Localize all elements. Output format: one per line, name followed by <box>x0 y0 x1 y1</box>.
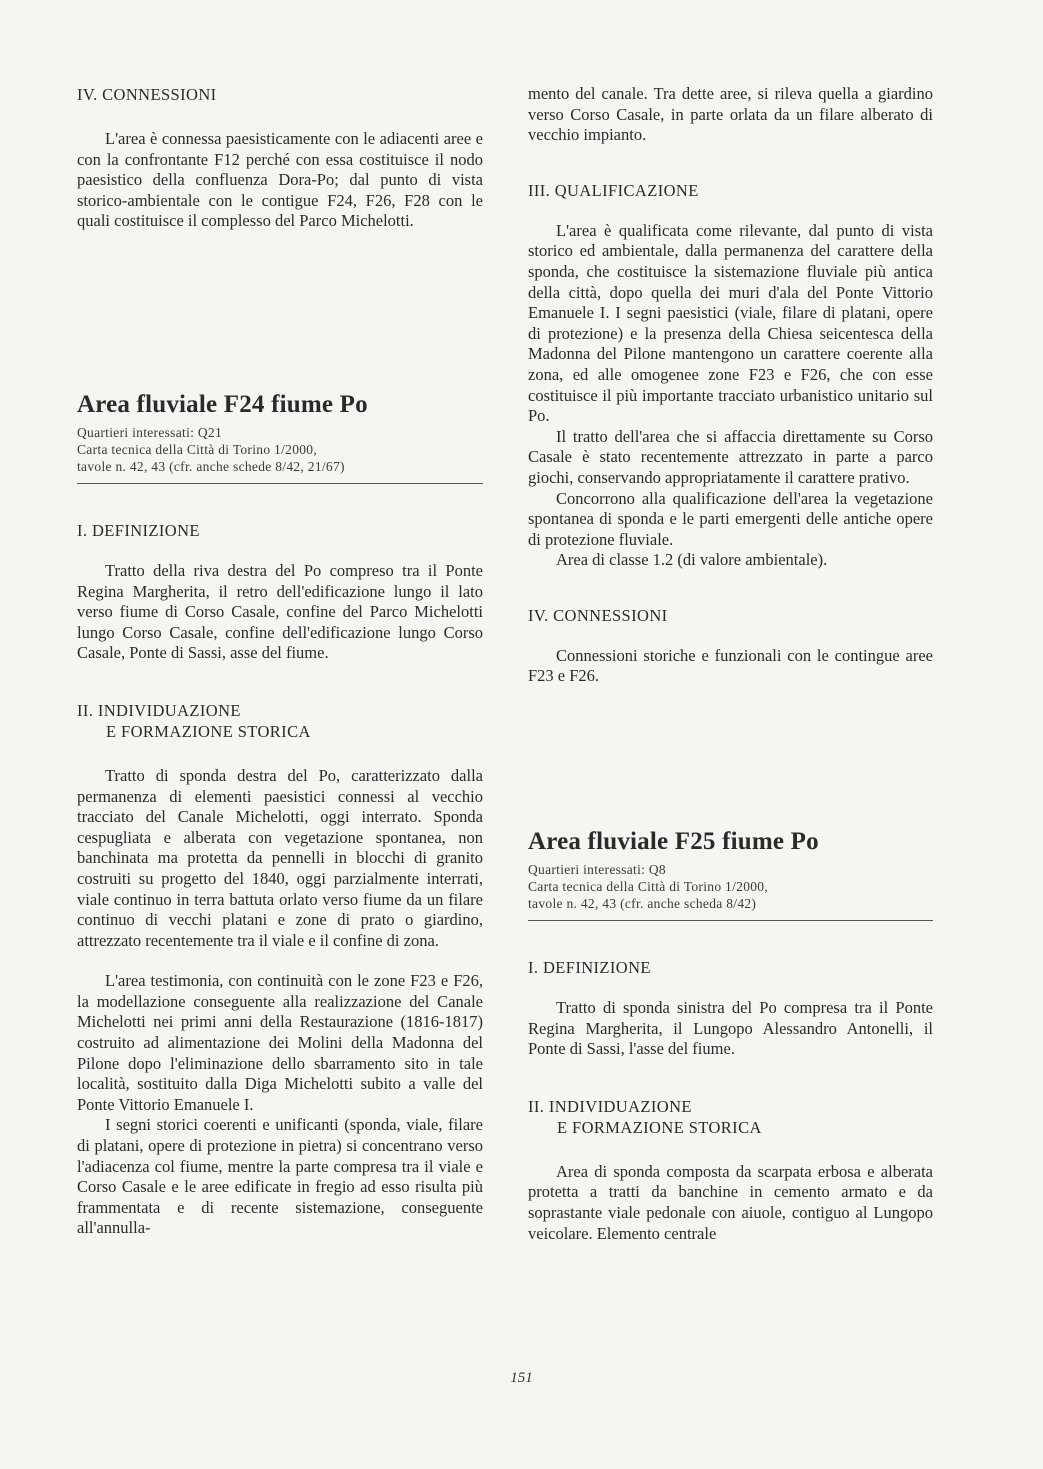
section-heading <box>528 1096 933 1138</box>
paragraph: Concorrono alla qualificazione dell'area la vegetazione spontanea di sponda e le parti emergenti delle antiche opere di protezione fluviale. <box>528 488 933 549</box>
area-title: Area fluviale F25 fiume Po <box>528 828 819 856</box>
section-heading: IV. CONNESSIONI <box>528 605 668 625</box>
section-heading: IV. CONNESSIONI <box>77 85 217 104</box>
section-heading <box>77 700 483 742</box>
paragraph: Il tratto dell'area che si affaccia direttamente su Corso Casale è stato recentemente attrezzato in parte a parco giochi, conservando appropriatamente il carattere prativo. <box>528 426 933 487</box>
section-heading: I. DEFINIZIONE <box>77 520 200 540</box>
paragraph: L'area è connessa paesisticamente con le adiacenti aree e con la confrontante F12 perché con essa costituisce il nodo paesistico della confluenza Dora-Po; dal punto di vista storico-ambientale con le contigue F24, F26, F28 con le quali costituisce il complesso del Parco Michelotti. <box>77 129 483 231</box>
paragraph: L'area è qualificata come rilevante, dal punto di vista storico ed ambientale, dalla permanenza del carattere della sponda, che costituisce la sistemazione fluviale più antica della città, dopo quella dei muri d'ala del Ponte Vittorio Emanuele I. I segni paesistici (viale, filare di platani, opere di protezione) e la presenza della Chiesa seicentesca della Madonna del Pilone mantengono un carattere coerente alla zona, ed alle omogenee zone F23 e F26, che con esse costituisce il più importante tracciato urbanistico unitario sul Po. <box>528 220 933 426</box>
meta-quartieri: Quartieri interessati: Q8 <box>528 862 666 878</box>
heading-line: E FORMAZIONE STORICA <box>557 1117 762 1137</box>
meta-tavole: tavole n. 42, 43 (cfr. anche schede 8/42, 21/67) <box>77 458 345 474</box>
heading-line: II. INDIVIDUAZIONE <box>77 700 241 720</box>
right-column <box>528 84 933 1244</box>
paragraph: Area di classe 1.2 (di valore ambientale). <box>556 550 828 570</box>
paragraph: Tratto della riva destra del Po compreso tra il Ponte Regina Margherita, il retro dell'edificazione lungo il lato verso fiume di Corso Casale, confine del Parco Michelotti lungo Corso Casale, confine dell'edificazione lungo Corso Casale, Ponte di Sassi, asse del fiume. <box>77 560 483 663</box>
paragraph: mento del canale. Tra dette aree, si rileva quella a giardino verso Corso Casale, in parte orlata da un filare alberato di vecchio impianto. <box>528 84 933 145</box>
paragraph: L'area testimonia, con continuità con le zone F23 e F26, la modellazione conseguente alla realizzazione del Canale Michelotti nei primi anni della Restaurazione (1816-1817) costruito ad alimentazione dei Molini della Madonna del Pilone dopo l'eliminazione dello sbarramento sito in tale località, sostituito dalla Diga Michelotti subito a valle del Ponte Vittorio Emanuele I. <box>77 971 483 1114</box>
paragraph: Connessioni storiche e funzionali con le contingue aree F23 e F26. <box>528 645 933 686</box>
meta-carta: Carta tecnica della Città di Torino 1/2000, <box>77 441 318 457</box>
meta-carta: Carta tecnica della Città di Torino 1/2000, <box>528 879 769 895</box>
paragraph: I segni storici coerenti e unificanti (sponda, viale, filare di platani, opere di protezione in pietra) si concentrano verso l'adiacenza col fiume, mentre la parte compresa tra il viale e Corso Casale e le aree edificate in fregio ad esso risulta più frammentata e di recente sistemazione, conseguente all'annulla- <box>77 1115 483 1238</box>
paragraph: Tratto di sponda sinistra del Po compresa tra il Ponte Regina Margherita, il Lungopo Alessandro Antonelli, il Ponte di Sassi, l'asse del fiume. <box>528 998 933 1059</box>
section-heading: III. QUALIFICAZIONE <box>528 180 699 200</box>
heading-line: E FORMAZIONE STORICA <box>106 721 311 741</box>
meta-tavole: tavole n. 42, 43 (cfr. anche scheda 8/42) <box>528 896 757 912</box>
paragraph: Tratto di sponda destra del Po, caratterizzato dalla permanenza di elementi paesistici connessi al vecchio tracciato del Canale Michelotti, oggi interrato. Sponda cespugliata e alberata con vegetazione spontanea, non banchinata ma protetta da pennelli in blocchi di granito costruiti su progetto del 1840, oggi parzialmente interrati, viale continuo in terra battuta orlato verso fiume da un filare continuo di vecchi platani e zone di prato o giardino, attrezzato recentemente tra il viale e il confine di zona. <box>77 765 483 950</box>
left-column <box>77 84 483 1239</box>
area-title: Area fluviale F24 fiume Po <box>77 390 368 418</box>
heading-line: II. INDIVIDUAZIONE <box>528 1096 692 1116</box>
page-number: 151 <box>510 1370 533 1386</box>
meta-quartieri: Quartieri interessati: Q21 <box>77 424 223 440</box>
paragraph: Area di sponda composta da scarpata erbosa e alberata protetta a tratti da banchine in cemento armato e da soprastante viale pedonale con aiuole, contiguo al Lungopo veicolare. Elemento centrale <box>528 1161 933 1243</box>
section-heading: I. DEFINIZIONE <box>528 958 651 978</box>
